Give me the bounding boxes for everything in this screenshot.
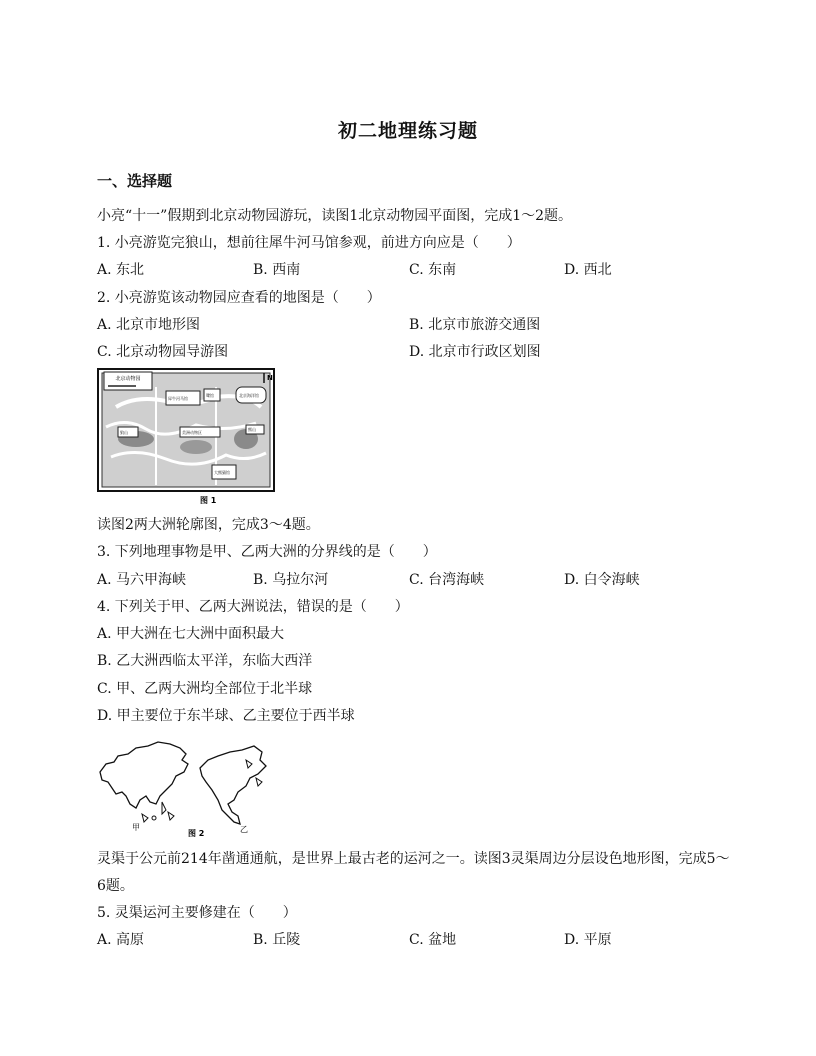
question-5-option-a: A. 高原	[97, 932, 145, 948]
question-5-option-b: B. 丘陵	[253, 932, 301, 948]
question-5-option-d: D. 平原	[564, 932, 612, 948]
question-2-stem: 2. 小亮游览该动物园应查看的地图是（ ）	[97, 290, 381, 306]
label-yi: 乙	[240, 825, 248, 834]
map-label-wolf-hill: 狼山	[120, 430, 128, 435]
question-2-option-a: A. 北京市地形图	[97, 317, 201, 333]
question-3-option-b: B. 乌拉尔河	[253, 572, 329, 588]
question-1-option-a: A. 东北	[97, 262, 145, 278]
north-america-outline-icon	[200, 746, 266, 824]
question-2-option-b: B. 北京市旅游交通图	[409, 317, 541, 333]
map-label-panda-house: 大熊猫馆	[214, 470, 230, 475]
question-4-option-c: C. 甲、乙两大洲均全部位于北半球	[97, 681, 313, 697]
asia-outline-icon	[100, 742, 188, 808]
map-label-aquarium: 北京海洋馆	[239, 393, 259, 398]
continents-figure	[96, 738, 276, 840]
question-5-stem: 5. 灵渠运河主要修建在（ ）	[97, 905, 297, 921]
north-label: N	[267, 374, 273, 382]
label-jia: 甲	[132, 823, 140, 832]
question-1-option-d: D. 西北	[564, 262, 612, 278]
question-4-stem: 4. 下列关于甲、乙两大洲说法，错误的是（ ）	[97, 599, 409, 615]
question-3-stem: 3. 下列地理事物是甲、乙两大洲的分界线的是（ ）	[97, 544, 437, 560]
intro-text-2: 读图2两大洲轮廓图，完成3～4题。	[97, 517, 320, 533]
question-2-option-c: C. 北京动物园导游图	[97, 344, 229, 360]
figure-2-caption: 图 2	[188, 829, 205, 838]
section-heading: 一、选择题	[97, 172, 173, 190]
intro-text-3a: 灵渠于公元前214年凿通通航，是世界上最古老的运河之一。读图3灵渠周边分层设色地形图，完成5～	[97, 851, 730, 867]
intro-text-1: 小亮“十一”假期到北京动物园游玩，读图1北京动物园平面图，完成1～2题。	[97, 208, 573, 224]
question-2-option-d: D. 北京市行政区划图	[409, 344, 541, 360]
map-label-heron-house: 鹭馆	[206, 393, 214, 398]
map-label-bear-hill: 熊山	[248, 427, 256, 432]
question-3-option-d: D. 白令海峡	[564, 572, 640, 588]
question-3-option-c: C. 台湾海峡	[409, 572, 485, 588]
map-label-americas-zone: 美洲动物区	[182, 430, 202, 435]
map-label-rhino-hippo-house: 犀牛河马馆	[168, 396, 188, 401]
map-legend-title: 北京动物园	[115, 376, 141, 382]
figure-1-caption: 图 1	[200, 496, 217, 505]
question-3-option-a: A. 马六甲海峡	[97, 572, 187, 588]
zoo-map-figure	[96, 367, 278, 507]
question-4-option-d: D. 甲主要位于东半球、乙主要位于西半球	[97, 708, 355, 724]
page-title: 初二地理练习题	[337, 120, 478, 142]
question-5-option-c: C. 盆地	[409, 932, 457, 948]
question-1-stem: 1. 小亮游览完狼山，想前往犀牛河马馆参观，前进方向应是（ ）	[97, 235, 521, 251]
question-1-option-c: C. 东南	[409, 262, 457, 278]
question-4-option-b: B. 乙大洲西临太平洋，东临大西洋	[97, 653, 313, 669]
question-1-option-b: B. 西南	[253, 262, 301, 278]
intro-text-3b: 6题。	[97, 878, 134, 894]
question-4-option-a: A. 甲大洲在七大洲中面积最大	[97, 626, 285, 642]
